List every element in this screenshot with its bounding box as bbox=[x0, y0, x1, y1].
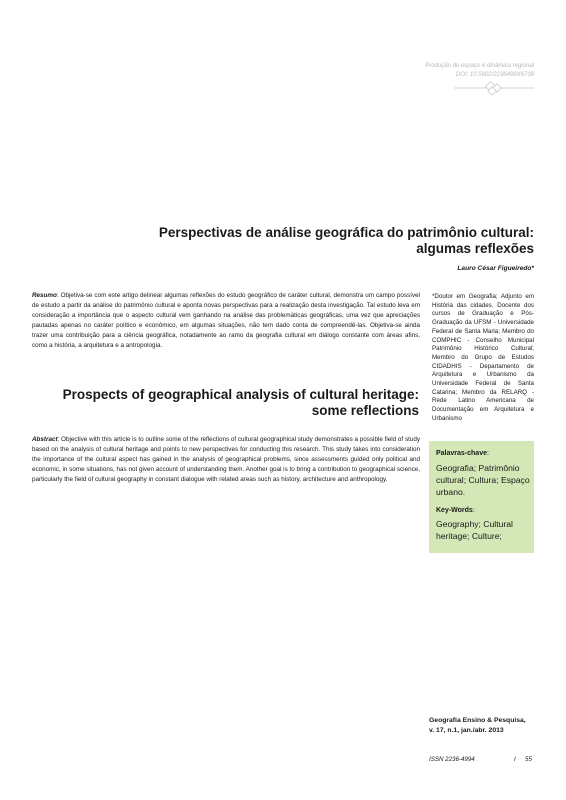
abstract-label: Abstract bbox=[32, 436, 58, 443]
running-header-section: Produção do espaço e dinâmica regional bbox=[425, 63, 534, 69]
palavras-chave-label: Palavras-chave bbox=[436, 450, 487, 457]
key-words-heading bbox=[436, 507, 475, 514]
palavras-chave-colon: : bbox=[486, 450, 489, 457]
resumo-label: Resumo bbox=[32, 292, 57, 299]
author-affiliation-note: *Doutor em Geografia; Adjunto em História das cidades. Docente dos cursos de Graduação e Pós-Graduação da UFSM - Universidade Federal de Santa Maria; Membro do COMPHIC - Conselho Municipal Patrimônio Histórico Cultural; Membro do Grupo de Estudos CIDADHIS - Departamento de Arquitetura e Urbanismo da Universidade Federal de Santa Catarina; Membro da RELARQ - Rede Latino Americana de Documentação em Arquitetura e Urbanismo bbox=[432, 293, 534, 422]
key-words-list: Geography; Cultural heritage; Culture; bbox=[436, 519, 513, 541]
ornament-divider-icon bbox=[454, 80, 534, 96]
abstract-paragraph bbox=[32, 435, 420, 485]
key-words-label: Key-Words bbox=[436, 507, 473, 514]
page-number: 55 bbox=[525, 756, 532, 763]
running-header bbox=[334, 62, 534, 80]
keywords-box bbox=[429, 441, 534, 553]
resumo-text: : Objetiva-se com este artigo delinear algumas reflexões do estudo geográfico de caráter cultural, demonstra um campo possível de estudo a partir da análise do patrimônio cultural e aponta novas perspectivas para a realização desta investigação. Tal estudo leva em consideração a importância que o aspecto cultural vem ganhando na análise das problemáticas geográficas, uma vez que apreciações pautadas apenas no caráter político e econômico, em algumas situações, não tem dado conta de compreendê-las. Objetiva-se ainda trazer uma contribuição para a ciência geográfica, notadamente ao ramo da geografia cultural em diálogo constante com áreas afins, como a história, a arquitetura e a antropologia. bbox=[32, 292, 420, 349]
author-name: Lauro César Figueiredo* bbox=[457, 265, 534, 272]
palavras-chave-heading bbox=[436, 450, 489, 457]
issn-number: ISSN 2236-4994 bbox=[429, 756, 475, 763]
journal-citation bbox=[429, 716, 559, 735]
article-title-pt: Perspectivas de análise geográfica do patrimônio cultural: algumas reflexões bbox=[158, 225, 534, 256]
article-title-en: Prospects of geographical analysis of cultural heritage: some reflections bbox=[62, 387, 419, 418]
abstract-text: : Objective with this article is to outline some of the reflections of cultural geographical study demonstrates a possible field of study based on the analysis of cultural heritage and points to new perspectives for conducting this research. This study takes into consideration the importance of the cultural aspect has gained in the analysis of geographical problems, since assessments guided only political and economic, in some situations, has not given account of understanding them. Another goal is to bring a contribution to geographical science, particularly the field of cultural geography in constant dialogue with related areas such as history, architecture and anthropology. bbox=[32, 436, 420, 483]
journal-name: Geografia Ensino & Pesquisa, bbox=[429, 717, 526, 724]
running-header-doi: DOI: 10.5902/2236499X6739 bbox=[455, 72, 534, 78]
resumo-paragraph bbox=[32, 291, 420, 351]
palavras-chave-list: Geografia; Patrimônio cultural; Cultura; Espaço urbano. bbox=[436, 463, 530, 497]
key-words-colon: : bbox=[472, 507, 475, 514]
page-footer bbox=[429, 756, 539, 763]
footer-separator: I bbox=[514, 756, 516, 763]
journal-volume: v. 17, n.1, jan./abr. 2013 bbox=[429, 726, 504, 734]
